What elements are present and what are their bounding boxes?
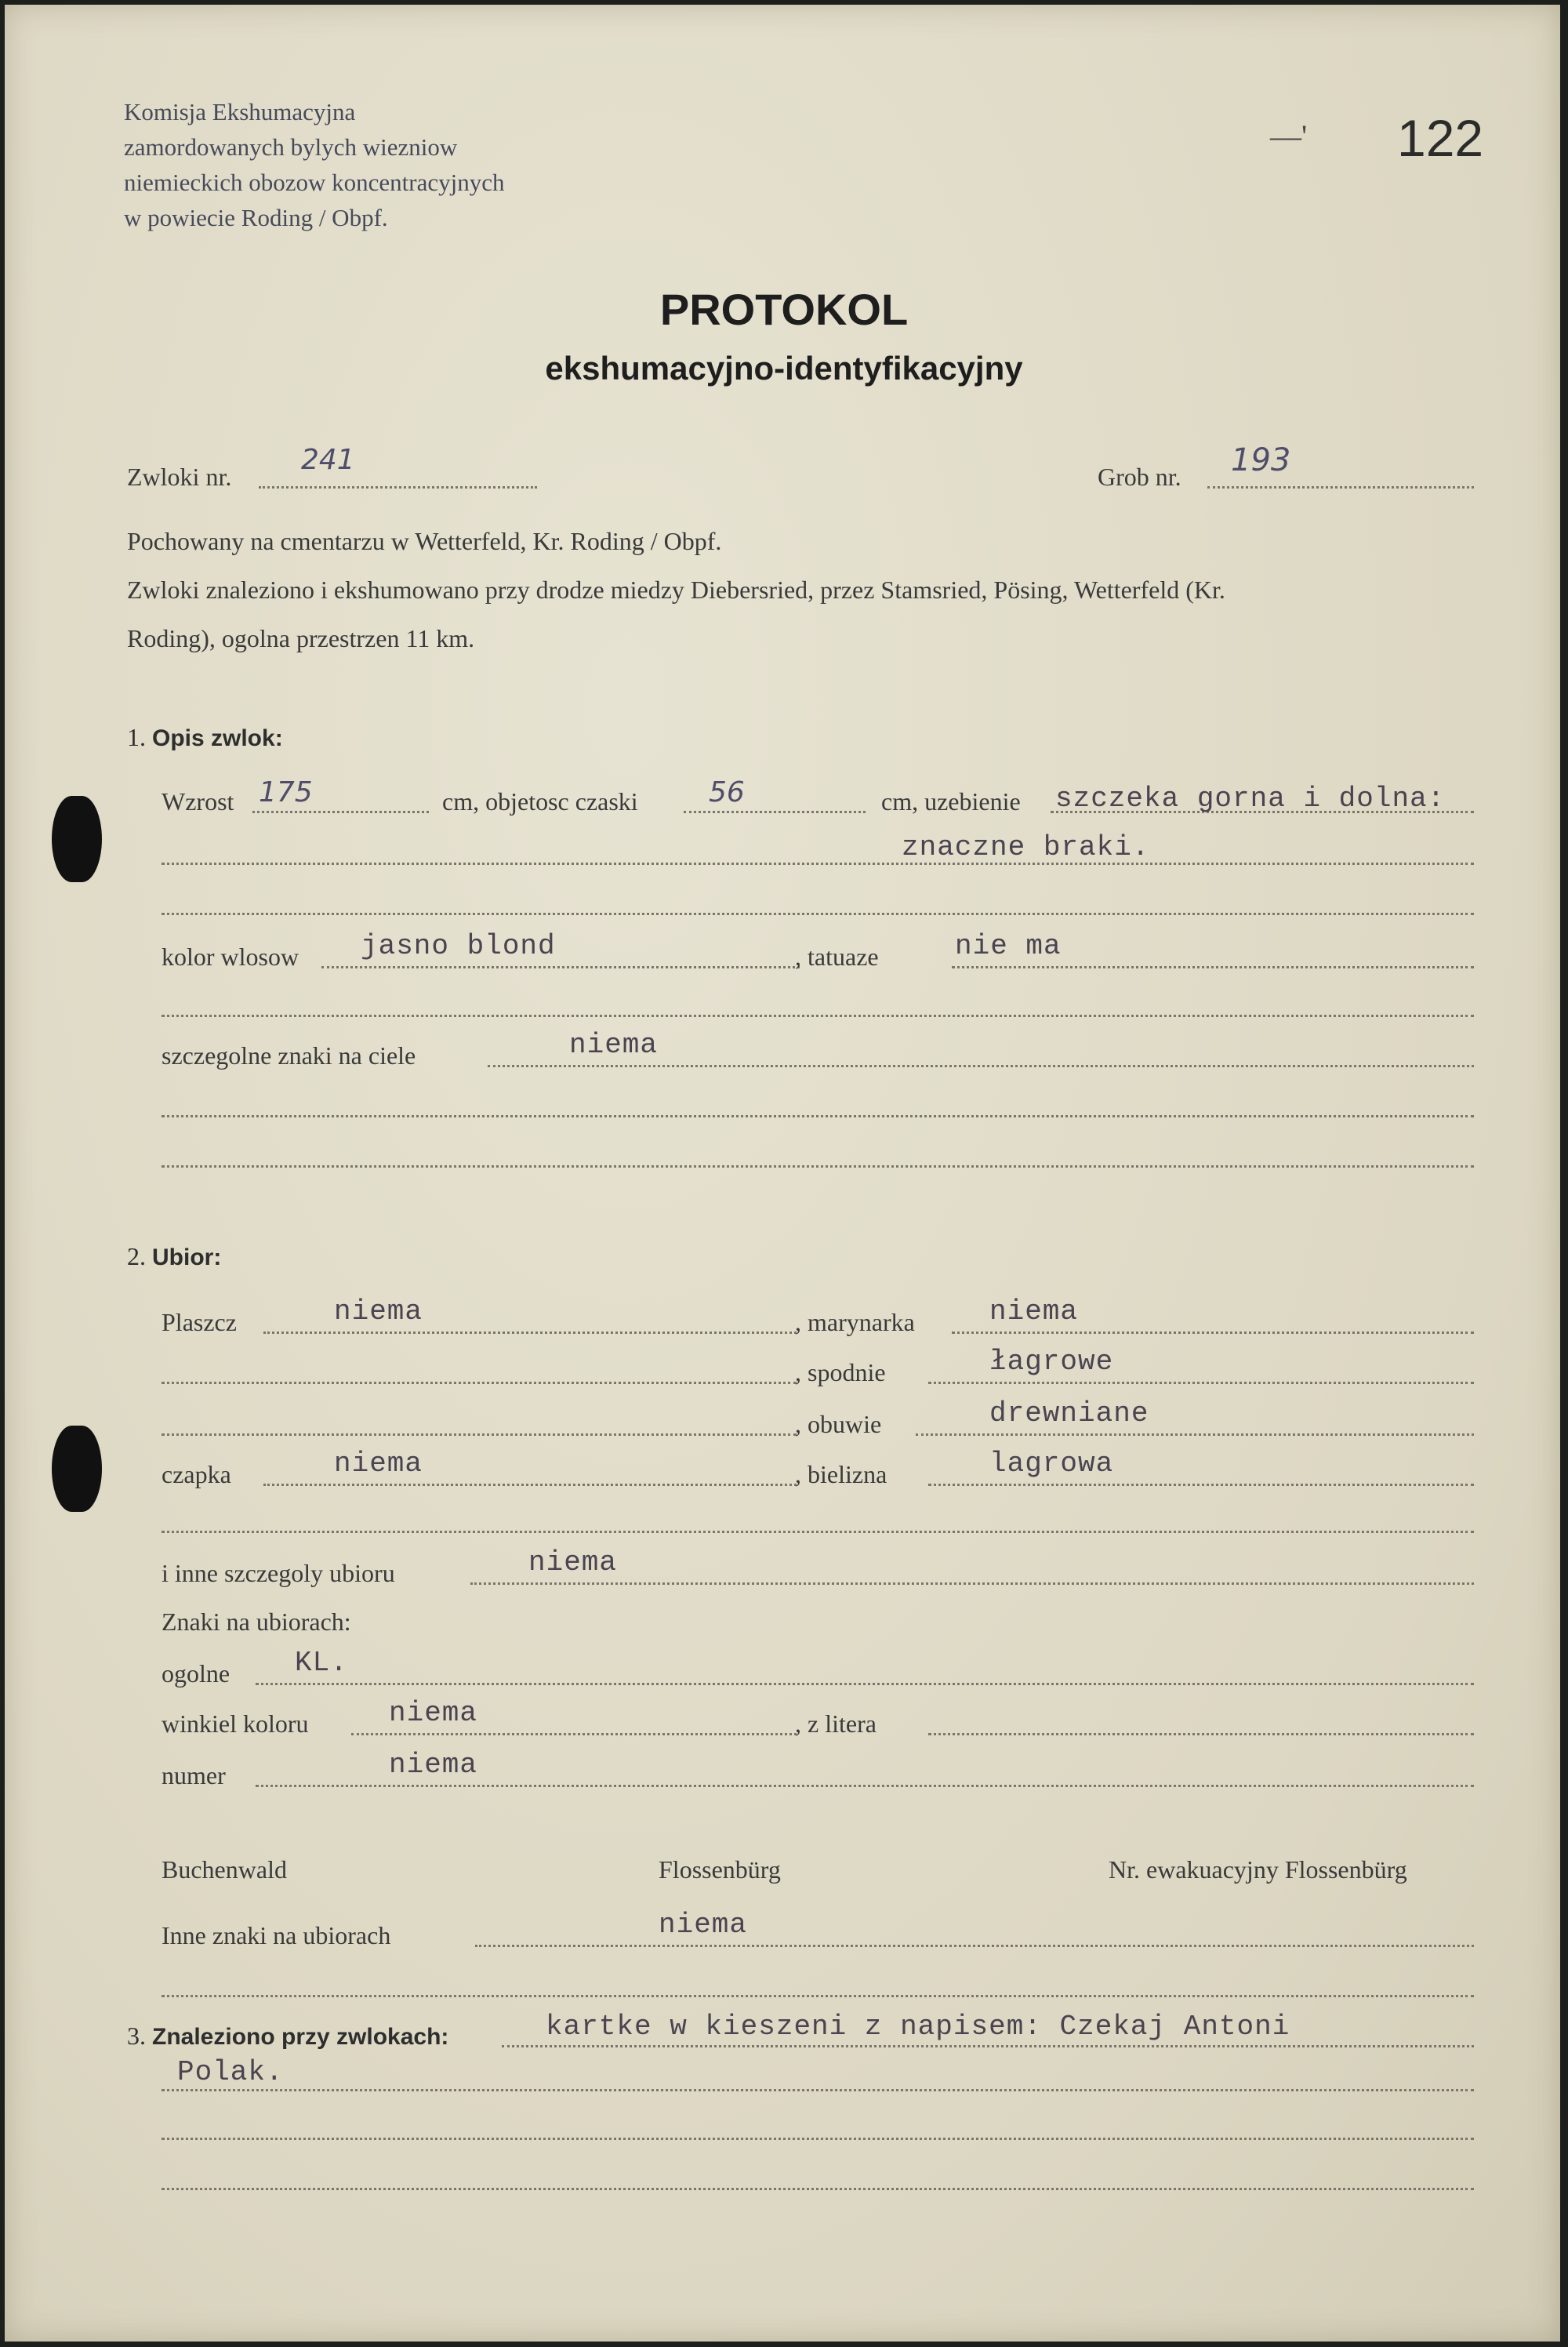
section-3-title: Znaleziono przy zwlokach:: [152, 2024, 449, 2050]
grob-value: 193: [1231, 442, 1291, 478]
tatuaze-label: , tatuaze: [795, 943, 879, 971]
obuwie-label: , obuwie: [795, 1410, 882, 1438]
letterhead-line-3: niemieckich obozow koncentracyjnych: [124, 169, 505, 196]
spodnie-left-dots: [162, 1382, 797, 1384]
pochowany-line: Pochowany na cmentarzu w Wetterfeld, Kr. Roding / Obpf.: [127, 527, 722, 555]
bielizna-dots: [928, 1484, 1474, 1486]
spodnie-dots: [928, 1382, 1474, 1384]
winkiel-label: winkiel koloru: [162, 1709, 309, 1738]
czaszka-dots: [684, 811, 866, 813]
numer-label: numer: [162, 1761, 226, 1789]
inne-znaki-dots: [475, 1945, 1474, 1947]
numer-value: niema: [389, 1749, 478, 1781]
section-3-value-line-1: kartke w kieszeni z napisem: Czekaj Antoni: [546, 2011, 1290, 2043]
section-1-number: 1.: [127, 723, 146, 751]
section-3-number: 3.: [127, 2022, 146, 2050]
objetosc-label: cm, objetosc czaski: [442, 787, 638, 816]
section-2-heading: [127, 1242, 221, 1271]
bielizna-label: , bielizna: [795, 1460, 887, 1488]
section-2-title: Ubior:: [152, 1244, 222, 1270]
znaki-na-ciele-dots: [488, 1065, 1474, 1067]
section-1-heading: [127, 723, 283, 752]
blank-dots-3: [162, 1115, 1474, 1117]
buchenwald-label: Buchenwald: [162, 1855, 287, 1884]
obuwie-dots: [916, 1433, 1474, 1436]
wzrost-label: Wzrost: [162, 787, 234, 816]
winkiel-value: niema: [389, 1697, 478, 1729]
section-2-number: 2.: [127, 1242, 146, 1270]
czaszka-value: 56: [709, 776, 745, 808]
obuwie-value: drewniane: [989, 1397, 1149, 1430]
spodnie-value: łagrowe: [989, 1346, 1114, 1378]
czapka-label: czapka: [162, 1460, 231, 1488]
czapka-value: niema: [334, 1448, 423, 1480]
document-subtitle: ekshumacyjno-identyfikacyjny: [545, 350, 1023, 387]
blank-dots-6: [162, 1995, 1474, 1997]
tatuaze-value: nie ma: [955, 930, 1062, 962]
plaszcz-dots: [263, 1332, 797, 1334]
zwloki-dots: [259, 486, 537, 489]
uzebienie-label: cm, uzebienie: [881, 787, 1021, 816]
tatuaze-dots: [952, 966, 1474, 968]
document-title: PROTOKOL: [659, 285, 909, 334]
wzrost-value: 175: [259, 776, 313, 808]
znaki-na-ubiorach-label: Znaki na ubiorach:: [162, 1608, 351, 1636]
punch-hole-top: [52, 796, 102, 882]
page-number: 122: [1397, 109, 1484, 167]
znaleziono-line-2: Roding), ogolna przestrzen 11 km.: [127, 624, 475, 652]
section-3-heading: [127, 2022, 448, 2051]
kolor-label: kolor wlosow: [162, 943, 299, 971]
section-3-value-line-2: Polak.: [177, 2056, 284, 2088]
uzebienie-value-line-2: znaczne braki.: [902, 831, 1150, 863]
marynarka-label: , marynarka: [795, 1308, 915, 1336]
inne-znaki-value: niema: [659, 1909, 748, 1941]
inne-szczegoly-dots: [470, 1582, 1474, 1585]
flossenburg-label: Flossenbürg: [659, 1855, 781, 1884]
blank-dots-1: [162, 913, 1474, 915]
obuwie-left-dots: [162, 1433, 797, 1436]
uzebienie-value-line-1: szczeka gorna i dolna:: [1055, 783, 1446, 815]
kolor-value: jasno blond: [361, 930, 556, 962]
letterhead-line-4: w powiecie Roding / Obpf.: [124, 204, 388, 231]
inne-szczegoly-label: i inne szczegoly ubioru: [162, 1559, 395, 1587]
inne-szczegoly-value: niema: [528, 1546, 618, 1579]
blank-dots-4: [162, 1165, 1474, 1168]
spodnie-label: , spodnie: [795, 1358, 886, 1386]
punch-hole-bottom: [52, 1426, 102, 1512]
numer-dots: [256, 1785, 1474, 1787]
grob-dots: [1207, 486, 1474, 489]
blank-dots-2: [162, 1015, 1474, 1017]
znaki-na-ciele-label: szczegolne znaki na ciele: [162, 1041, 416, 1070]
ogolne-dots: [256, 1683, 1474, 1685]
letterhead-line-1: Komisja Ekshumacyjna: [124, 98, 356, 125]
czapka-dots: [263, 1484, 797, 1486]
blank-dots-8: [162, 2188, 1474, 2190]
section-3-dots-1: [502, 2045, 1474, 2047]
nr-ewakuacyjny-label: Nr. ewakuacyjny Flossenbürg: [1109, 1855, 1407, 1884]
letterhead: [124, 94, 504, 235]
plaszcz-value: niema: [334, 1295, 423, 1328]
inne-znaki-label: Inne znaki na ubiorach: [162, 1921, 391, 1949]
ogolne-value: KL.: [295, 1647, 348, 1679]
margin-mark: —': [1270, 118, 1308, 154]
zwloki-label: Zwloki nr.: [127, 463, 232, 491]
znaleziono-line-1: Zwloki znaleziono i ekshumowano przy drodze miedzy Diebersried, przez Stamsried, Pösing, Wetterfeld (Kr.: [127, 576, 1225, 604]
ogolne-label: ogolne: [162, 1659, 230, 1688]
marynarka-dots: [952, 1332, 1474, 1334]
znaki-na-ciele-value: niema: [569, 1029, 659, 1061]
bielizna-value: lagrowa: [989, 1448, 1114, 1480]
kolor-dots: [321, 966, 800, 968]
marynarka-value: niema: [989, 1295, 1079, 1328]
plaszcz-label: Plaszcz: [162, 1308, 237, 1336]
uzebienie-dots-2: [162, 863, 1474, 865]
blank-dots-5: [162, 1531, 1474, 1533]
section-1-title: Opis zwlok:: [152, 725, 283, 751]
winkiel-dots: [351, 1733, 797, 1735]
blank-dots-7: [162, 2138, 1474, 2140]
letterhead-line-2: zamordowanych bylych wiezniow: [124, 133, 458, 161]
zwloki-value: 241: [301, 444, 355, 476]
wzrost-dots: [252, 811, 429, 813]
section-3-dots-2: [162, 2089, 1474, 2091]
z-litera-label: , z litera: [795, 1709, 877, 1738]
grob-label: Grob nr.: [1098, 463, 1181, 491]
z-litera-dots: [928, 1733, 1474, 1735]
